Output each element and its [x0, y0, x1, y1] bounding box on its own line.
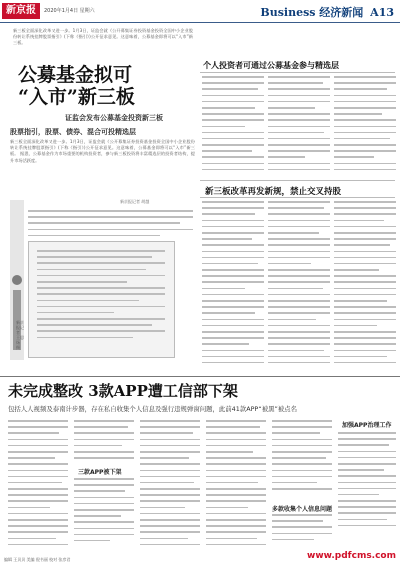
main-lead-1: 新三板全面深化改革又进一步。1月3日，证监会就《公开募集证券投资基金投资全国中小企业股份转让系统挂牌股票指引》(下称《指引》)公开征求意见。这意味着，公募基金即将可以“入市”新三板。	[10, 139, 195, 157]
right-top-col1	[202, 76, 264, 176]
bottom-col5-bottom	[272, 514, 332, 550]
main-subhead-line1: 证监会发布公募基金投资新三板	[65, 114, 163, 122]
right-mid-rule-top	[200, 180, 395, 181]
masthead-rule	[0, 22, 400, 23]
right-mid-rule	[200, 197, 395, 198]
top-article-text	[13, 28, 193, 60]
newspaper-logo: 新京报	[2, 3, 40, 19]
right-mid-col1	[202, 201, 264, 371]
bottom-col2-bottom	[74, 478, 134, 550]
bottom-col3	[140, 420, 200, 550]
right-top-col2	[268, 76, 330, 176]
right-top-col3	[334, 76, 396, 176]
bottom-story-rule	[0, 376, 400, 377]
bottom-subsection-3: 多款收集个人信息问题	[272, 506, 333, 513]
bottom-subsection-1: 三款APP被下架	[78, 469, 122, 476]
main-body-upper	[28, 210, 193, 238]
masthead	[0, 0, 400, 24]
top-article-body: 新三板全面深化改革又进一步。1月3日，证监会就《公开募集证券投资基金投资全国中小企业股份转让系统挂牌股票指引》(下称《指引》)公开征求意见。这意味着，公募基金即将可以“入市”新三板。	[13, 28, 193, 46]
main-headline-line1: 公募基金拟可	[18, 64, 133, 86]
bottom-subsection-2: 加强APP治理工作	[342, 422, 392, 429]
main-headline	[18, 64, 135, 108]
right-mid-col2	[268, 201, 330, 371]
right-mid-heading: 新三板改革再发新规，禁止交叉持股	[205, 187, 342, 197]
bottom-col5-top	[272, 420, 332, 500]
bottom-subhead: 包括人人视频及泰南计步器，存在私自收集个人信息及强行违规弹窗问题，此前41款APP“被黑”被点名	[8, 405, 297, 413]
right-top-rule	[200, 72, 395, 73]
main-headline-line2: “入市”新三板	[18, 86, 135, 108]
bottom-col1	[8, 420, 68, 550]
section-name: Business 经济新闻	[260, 6, 364, 19]
right-mid-col3	[334, 201, 396, 371]
main-lead-2: 据悉，公募基金作为市场重要的机构投资者，参与新三板投资将丰富精选层的投资者结构，提升市场活跃度。	[10, 151, 195, 163]
bottom-col4	[206, 420, 266, 550]
bottom-headline: 未完成整改 3款APP遭工信部下架	[8, 382, 238, 400]
dateline: 2020年1月4日 星期六	[44, 8, 95, 14]
watermark: www.pdfcms.com	[307, 551, 396, 561]
photo-credit: 新京报记者 王思炀 摄	[16, 320, 24, 350]
callout-box	[28, 241, 175, 358]
main-byline: 新京报记者 胡越	[120, 199, 150, 204]
page-footer-credits: 编辑 王贝贝 美编 倪书丽 校对 张彦君	[4, 557, 71, 562]
section-title	[260, 4, 394, 20]
main-lead-text	[10, 139, 195, 199]
right-top-heading: 个人投资者可通过公募基金参与精选层	[203, 61, 339, 70]
main-subhead-line2: 股票指引，股票、债券、混合可投精选层	[10, 128, 136, 136]
bottom-col6	[338, 432, 396, 532]
callout-text	[37, 250, 165, 350]
bottom-col2-top	[74, 420, 134, 464]
page-number: A13	[370, 6, 394, 19]
